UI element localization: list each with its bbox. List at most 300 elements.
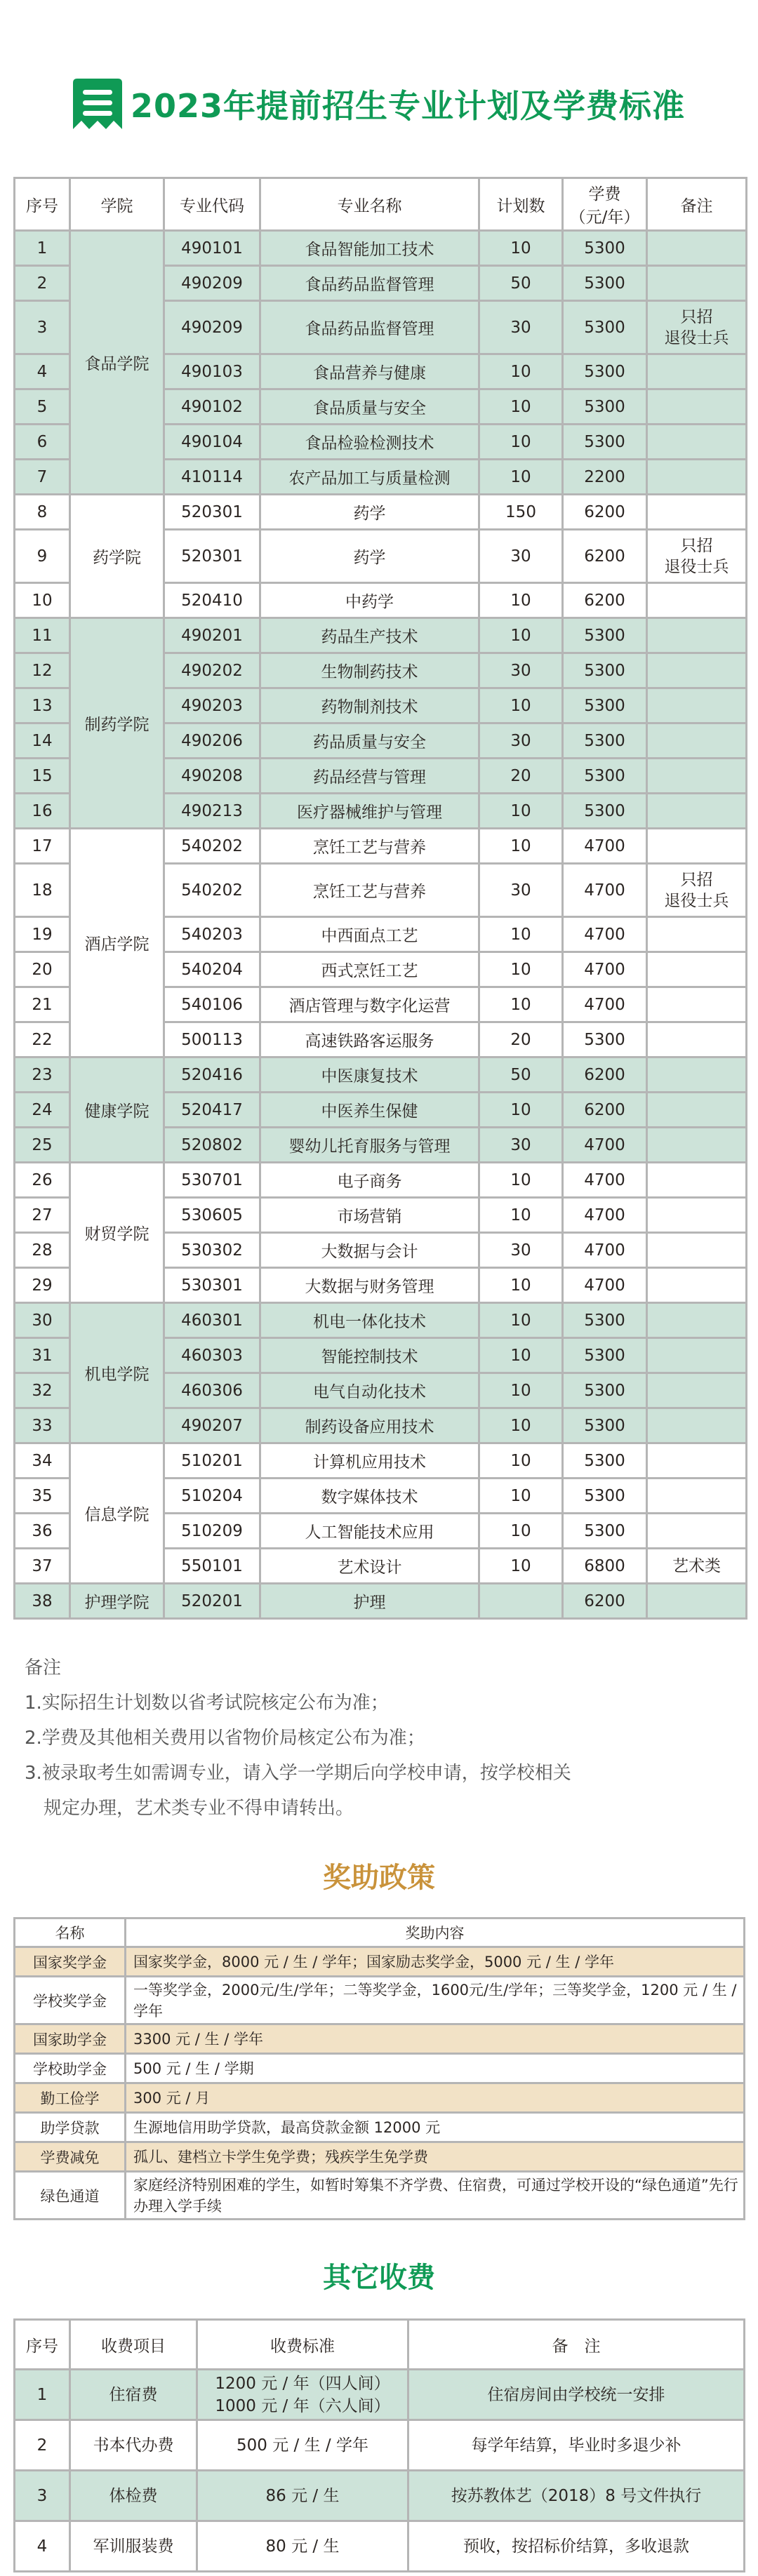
cell-plan [479, 1584, 563, 1619]
cell-seq: 36 [15, 1514, 70, 1549]
cell-plan: 20 [479, 1022, 563, 1057]
cell-tuition: 4700 [563, 1198, 647, 1233]
cell-plan: 30 [479, 723, 563, 759]
cell-major: 农产品加工与质量检测 [260, 460, 479, 495]
aid-content: 孤儿、建档立卡学生免学费；残疾学生免学费 [126, 2142, 745, 2172]
cell-seq: 16 [15, 794, 70, 829]
cell-major: 酒店管理与数字化运营 [260, 987, 479, 1022]
cell-code: 490213 [164, 794, 260, 829]
cell-tuition: 6200 [563, 495, 647, 530]
cell-code: 490104 [164, 425, 260, 460]
notes-heading: 备注 [25, 1657, 62, 1679]
cell-code: 490209 [164, 301, 260, 354]
fee-row [15, 2471, 745, 2521]
cell-remark [647, 952, 747, 987]
cell-tuition: 5300 [563, 1373, 647, 1408]
cell-seq: 22 [15, 1022, 70, 1057]
fee-row [15, 2370, 745, 2420]
cell-major: 制药设备应用技术 [260, 1408, 479, 1443]
cell-plan: 10 [479, 231, 563, 266]
cell-remark [647, 653, 747, 688]
cell-plan: 50 [479, 1057, 563, 1093]
cell-plan: 30 [479, 1233, 563, 1268]
cell-tuition: 5300 [563, 794, 647, 829]
page-title-bar [0, 76, 758, 132]
cell-remark [647, 723, 747, 759]
cell-seq: 19 [15, 917, 70, 952]
fee-note: 住宿房间由学校统一安排 [408, 2370, 745, 2420]
aid-name: 绿色通道 [15, 2172, 126, 2220]
cell-plan: 10 [479, 987, 563, 1022]
cell-seq: 23 [15, 1057, 70, 1093]
fee-standard: 80 元 / 生 [197, 2521, 408, 2572]
cell-plan: 10 [479, 688, 563, 723]
cell-college: 制药学院 [70, 618, 164, 829]
cell-major: 智能控制技术 [260, 1338, 479, 1373]
cell-seq: 6 [15, 425, 70, 460]
fee-no: 4 [15, 2521, 70, 2572]
cell-major: 食品检验检测技术 [260, 425, 479, 460]
header-college: 学院 [70, 178, 164, 231]
enrollment-plan-table [13, 177, 747, 1620]
cell-code: 530301 [164, 1268, 260, 1303]
cell-remark [647, 1443, 747, 1479]
cell-tuition: 4700 [563, 1233, 647, 1268]
cell-remark [647, 1373, 747, 1408]
table-row [15, 1303, 747, 1338]
aid-header-content: 奖助内容 [126, 1918, 745, 1947]
fee-standard: 1200 元 / 年（四人间） 1000 元 / 年（六人间） [197, 2370, 408, 2420]
cell-plan: 10 [479, 1549, 563, 1584]
aid-row [15, 2083, 745, 2113]
table-row [15, 829, 747, 864]
aid-row [15, 2054, 745, 2083]
header-seq: 序号 [15, 178, 70, 231]
cell-tuition: 5300 [563, 231, 647, 266]
cell-major: 中药学 [260, 583, 479, 618]
table-row [15, 1163, 747, 1198]
document-bookmark-icon [73, 79, 122, 129]
cell-tuition: 5300 [563, 759, 647, 794]
cell-remark [647, 495, 747, 530]
cell-plan: 10 [479, 829, 563, 864]
cell-tuition: 5300 [563, 354, 647, 389]
cell-major: 电气自动化技术 [260, 1373, 479, 1408]
cell-major: 西式烹饪工艺 [260, 952, 479, 987]
cell-tuition: 2200 [563, 460, 647, 495]
cell-remark [647, 266, 747, 301]
cell-plan: 30 [479, 864, 563, 917]
aid-row [15, 2172, 745, 2220]
cell-major: 艺术设计 [260, 1549, 479, 1584]
cell-seq: 32 [15, 1373, 70, 1408]
cell-seq: 10 [15, 583, 70, 618]
cell-college: 健康学院 [70, 1057, 164, 1163]
cell-seq: 30 [15, 1303, 70, 1338]
cell-code: 410114 [164, 460, 260, 495]
fee-item: 军训服装费 [70, 2521, 197, 2572]
cell-code: 520802 [164, 1128, 260, 1163]
fee-header-standard: 收费标准 [197, 2320, 408, 2370]
table-row [15, 495, 747, 530]
cell-seq: 4 [15, 354, 70, 389]
cell-code: 540204 [164, 952, 260, 987]
cell-code: 520301 [164, 495, 260, 530]
cell-remark [647, 618, 747, 653]
cell-college: 护理学院 [70, 1584, 164, 1619]
cell-plan: 20 [479, 759, 563, 794]
cell-code: 460301 [164, 1303, 260, 1338]
fee-header-note: 备 注 [408, 2320, 745, 2370]
cell-seq: 25 [15, 1128, 70, 1163]
cell-code: 520410 [164, 583, 260, 618]
fee-standard: 86 元 / 生 [197, 2471, 408, 2521]
cell-code: 490208 [164, 759, 260, 794]
cell-college: 酒店学院 [70, 829, 164, 1057]
cell-major: 机电一体化技术 [260, 1303, 479, 1338]
cell-major: 药学 [260, 530, 479, 583]
header-remark: 备注 [647, 178, 747, 231]
aid-policy-table [13, 1917, 745, 2220]
cell-major: 食品营养与健康 [260, 354, 479, 389]
cell-seq: 34 [15, 1443, 70, 1479]
cell-tuition: 4700 [563, 864, 647, 917]
cell-remark: 只招 退役士兵 [647, 301, 747, 354]
cell-remark [647, 1408, 747, 1443]
cell-remark [647, 1022, 747, 1057]
cell-major: 食品药品监督管理 [260, 301, 479, 354]
cell-plan: 30 [479, 530, 563, 583]
cell-remark [647, 987, 747, 1022]
cell-college: 药学院 [70, 495, 164, 618]
cell-tuition: 5300 [563, 1408, 647, 1443]
cell-code: 490203 [164, 688, 260, 723]
cell-plan: 50 [479, 266, 563, 301]
cell-major: 市场营销 [260, 1198, 479, 1233]
aid-content: 一等奖学金，2000元/生/学年；二等奖学金，1600元/生/学年；三等奖学金，1200 元 / 生 / 学年 [126, 1977, 745, 2024]
aid-name: 助学贷款 [15, 2113, 126, 2142]
cell-remark [647, 1514, 747, 1549]
cell-remark [647, 1233, 747, 1268]
cell-plan: 10 [479, 1093, 563, 1128]
cell-tuition: 6200 [563, 1093, 647, 1128]
cell-remark [647, 759, 747, 794]
cell-seq: 35 [15, 1479, 70, 1514]
cell-seq: 7 [15, 460, 70, 495]
cell-plan: 30 [479, 653, 563, 688]
cell-code: 520416 [164, 1057, 260, 1093]
aid-content: 3300 元 / 生 / 学年 [126, 2024, 745, 2054]
cell-code: 550101 [164, 1549, 260, 1584]
cell-major: 大数据与财务管理 [260, 1268, 479, 1303]
aid-row [15, 2113, 745, 2142]
cell-plan: 10 [479, 1338, 563, 1373]
cell-tuition: 5300 [563, 723, 647, 759]
cell-code: 540202 [164, 829, 260, 864]
cell-code: 530605 [164, 1198, 260, 1233]
other-fees-table [13, 2318, 745, 2572]
cell-code: 490102 [164, 389, 260, 425]
cell-tuition: 5300 [563, 301, 647, 354]
cell-plan: 150 [479, 495, 563, 530]
cell-seq: 1 [15, 231, 70, 266]
cell-seq: 2 [15, 266, 70, 301]
cell-plan: 10 [479, 1514, 563, 1549]
cell-major: 药品经营与管理 [260, 759, 479, 794]
cell-major: 烹饪工艺与营养 [260, 829, 479, 864]
aid-content: 生源地信用助学贷款，最高贷款金额 12000 元 [126, 2113, 745, 2142]
cell-code: 520201 [164, 1584, 260, 1619]
cell-remark: 只招 退役士兵 [647, 864, 747, 917]
cell-seq: 5 [15, 389, 70, 425]
fee-header-no: 序号 [15, 2320, 70, 2370]
cell-remark [647, 1057, 747, 1093]
notes-section [25, 1650, 571, 1826]
fee-item: 体检费 [70, 2471, 197, 2521]
cell-seq: 31 [15, 1338, 70, 1373]
aid-content: 家庭经济特别困难的学生，如暂时筹集不齐学费、住宿费，可通过学校开设的“绿色通道”先行办理入学手续 [126, 2172, 745, 2220]
cell-plan: 10 [479, 1163, 563, 1198]
cell-remark [647, 425, 747, 460]
fee-item: 书本代办费 [70, 2420, 197, 2471]
cell-code: 520417 [164, 1093, 260, 1128]
aid-name: 国家奖学金 [15, 1947, 126, 1977]
cell-seq: 18 [15, 864, 70, 917]
cell-code: 460303 [164, 1338, 260, 1373]
cell-code: 460306 [164, 1373, 260, 1408]
cell-major: 食品质量与安全 [260, 389, 479, 425]
cell-seq: 20 [15, 952, 70, 987]
header-major: 专业名称 [260, 178, 479, 231]
cell-remark [647, 1479, 747, 1514]
cell-major: 中西面点工艺 [260, 917, 479, 952]
fee-note: 每学年结算，毕业时多退少补 [408, 2420, 745, 2471]
cell-remark [647, 1584, 747, 1619]
cell-plan: 30 [479, 301, 563, 354]
aid-content: 国家奖学金，8000 元 / 生 / 学年；国家励志奖学金，5000 元 / 生 / 学年 [126, 1947, 745, 1977]
cell-code: 490206 [164, 723, 260, 759]
aid-name: 学校奖学金 [15, 1977, 126, 2024]
cell-tuition: 6200 [563, 1584, 647, 1619]
cell-remark: 只招 退役士兵 [647, 530, 747, 583]
cell-remark [647, 231, 747, 266]
cell-tuition: 6800 [563, 1549, 647, 1584]
cell-code: 510204 [164, 1479, 260, 1514]
cell-plan: 10 [479, 583, 563, 618]
aid-row [15, 1947, 745, 1977]
cell-tuition: 5300 [563, 1514, 647, 1549]
cell-tuition: 5300 [563, 1303, 647, 1338]
cell-plan: 10 [479, 425, 563, 460]
table-row [15, 1443, 747, 1479]
cell-seq: 37 [15, 1549, 70, 1584]
aid-row [15, 2142, 745, 2172]
cell-major: 药学 [260, 495, 479, 530]
cell-major: 药品生产技术 [260, 618, 479, 653]
cell-major: 高速铁路客运服务 [260, 1022, 479, 1057]
cell-seq: 29 [15, 1268, 70, 1303]
cell-code: 490103 [164, 354, 260, 389]
aid-name: 学校助学金 [15, 2054, 126, 2083]
cell-plan: 10 [479, 389, 563, 425]
cell-plan: 10 [479, 1443, 563, 1479]
fee-no: 1 [15, 2370, 70, 2420]
cell-remark [647, 460, 747, 495]
cell-major: 婴幼儿托育服务与管理 [260, 1128, 479, 1163]
aid-header-name: 名称 [15, 1918, 126, 1947]
aid-content: 500 元 / 生 / 学期 [126, 2054, 745, 2083]
header-code: 专业代码 [164, 178, 260, 231]
fee-header-item: 收费项目 [70, 2320, 197, 2370]
cell-code: 510201 [164, 1443, 260, 1479]
cell-plan: 10 [479, 1373, 563, 1408]
cell-major: 食品药品监督管理 [260, 266, 479, 301]
cell-plan: 10 [479, 1268, 563, 1303]
cell-remark [647, 1128, 747, 1163]
cell-code: 490209 [164, 266, 260, 301]
fee-standard: 500 元 / 生 / 学年 [197, 2420, 408, 2471]
cell-seq: 8 [15, 495, 70, 530]
cell-tuition: 5300 [563, 1443, 647, 1479]
table-row [15, 618, 747, 653]
fee-note: 按苏教体艺（2018）8 号文件执行 [408, 2471, 745, 2521]
cell-remark [647, 354, 747, 389]
aid-name: 学费减免 [15, 2142, 126, 2172]
note-item: 规定办理，艺术类专业不得申请转出。 [44, 1798, 354, 1819]
table-row [15, 1584, 747, 1619]
cell-tuition: 4700 [563, 1128, 647, 1163]
cell-tuition: 5300 [563, 688, 647, 723]
cell-tuition: 6200 [563, 530, 647, 583]
aid-policy-heading: 奖助政策 [323, 1862, 435, 1894]
aid-row [15, 2024, 745, 2054]
cell-seq: 21 [15, 987, 70, 1022]
aid-name: 国家助学金 [15, 2024, 126, 2054]
cell-code: 540203 [164, 917, 260, 952]
cell-code: 490201 [164, 618, 260, 653]
cell-major: 大数据与会计 [260, 1233, 479, 1268]
cell-tuition: 4700 [563, 1268, 647, 1303]
cell-tuition: 6200 [563, 1057, 647, 1093]
fee-note: 预收，按招标价结算，多收退款 [408, 2521, 745, 2572]
cell-tuition: 4700 [563, 952, 647, 987]
cell-major: 食品智能加工技术 [260, 231, 479, 266]
header-plan: 计划数 [479, 178, 563, 231]
fee-item: 住宿费 [70, 2370, 197, 2420]
cell-plan: 10 [479, 1198, 563, 1233]
cell-remark [647, 583, 747, 618]
cell-code: 490202 [164, 653, 260, 688]
cell-plan: 30 [479, 1128, 563, 1163]
cell-code: 540202 [164, 864, 260, 917]
cell-major: 医疗器械维护与管理 [260, 794, 479, 829]
cell-tuition: 5300 [563, 389, 647, 425]
cell-remark: 艺术类 [647, 1549, 747, 1584]
cell-code: 520301 [164, 530, 260, 583]
cell-tuition: 4700 [563, 917, 647, 952]
cell-major: 数字媒体技术 [260, 1479, 479, 1514]
cell-seq: 13 [15, 688, 70, 723]
cell-code: 490207 [164, 1408, 260, 1443]
cell-major: 中医养生保健 [260, 1093, 479, 1128]
cell-remark [647, 1198, 747, 1233]
cell-remark [647, 389, 747, 425]
cell-tuition: 6200 [563, 583, 647, 618]
cell-college: 信息学院 [70, 1443, 164, 1584]
cell-tuition: 5300 [563, 1022, 647, 1057]
cell-major: 药物制剂技术 [260, 688, 479, 723]
table-row [15, 1057, 747, 1093]
cell-remark [647, 1093, 747, 1128]
cell-seq: 33 [15, 1408, 70, 1443]
cell-seq: 24 [15, 1093, 70, 1128]
fee-no: 3 [15, 2471, 70, 2521]
page-title: 2023年提前招生专业计划及学费标准 [130, 87, 686, 125]
cell-major: 生物制药技术 [260, 653, 479, 688]
note-item: 1.实际招生计划数以省考试院核定公布为准； [25, 1693, 389, 1714]
header-tuition: 学费 （元/年） [563, 178, 647, 231]
cell-remark [647, 688, 747, 723]
note-item: 2.学费及其他相关费用以省物价局核定公布为准； [25, 1728, 425, 1749]
cell-college: 食品学院 [70, 231, 164, 495]
cell-seq: 17 [15, 829, 70, 864]
cell-major: 人工智能技术应用 [260, 1514, 479, 1549]
cell-plan: 10 [479, 460, 563, 495]
cell-tuition: 5300 [563, 653, 647, 688]
fee-no: 2 [15, 2420, 70, 2471]
cell-major: 烹饪工艺与营养 [260, 864, 479, 917]
cell-major: 药品质量与安全 [260, 723, 479, 759]
cell-plan: 10 [479, 618, 563, 653]
cell-plan: 10 [479, 952, 563, 987]
cell-remark [647, 1303, 747, 1338]
cell-code: 510209 [164, 1514, 260, 1549]
note-item: 3.被录取考生如需调专业，请入学一学期后向学校申请，按学校相关 [25, 1763, 571, 1784]
cell-code: 530302 [164, 1233, 260, 1268]
cell-seq: 12 [15, 653, 70, 688]
cell-college: 财贸学院 [70, 1163, 164, 1303]
cell-plan: 10 [479, 1479, 563, 1514]
aid-row [15, 1977, 745, 2024]
cell-major: 中医康复技术 [260, 1057, 479, 1093]
cell-seq: 28 [15, 1233, 70, 1268]
cell-remark [647, 1268, 747, 1303]
cell-seq: 15 [15, 759, 70, 794]
cell-tuition: 5300 [563, 1479, 647, 1514]
fee-row [15, 2521, 745, 2572]
cell-remark [647, 1338, 747, 1373]
cell-seq: 26 [15, 1163, 70, 1198]
cell-college: 机电学院 [70, 1303, 164, 1443]
cell-plan: 10 [479, 1408, 563, 1443]
cell-remark [647, 917, 747, 952]
cell-tuition: 5300 [563, 266, 647, 301]
other-fees-heading: 其它收费 [323, 2262, 435, 2294]
cell-plan: 10 [479, 794, 563, 829]
table-row [15, 231, 747, 266]
cell-tuition: 4700 [563, 1163, 647, 1198]
cell-code: 540106 [164, 987, 260, 1022]
cell-tuition: 4700 [563, 987, 647, 1022]
cell-seq: 9 [15, 530, 70, 583]
cell-remark [647, 794, 747, 829]
cell-seq: 11 [15, 618, 70, 653]
cell-code: 530701 [164, 1163, 260, 1198]
cell-plan: 10 [479, 354, 563, 389]
cell-plan: 10 [479, 917, 563, 952]
cell-tuition: 4700 [563, 829, 647, 864]
aid-content: 300 元 / 月 [126, 2083, 745, 2113]
